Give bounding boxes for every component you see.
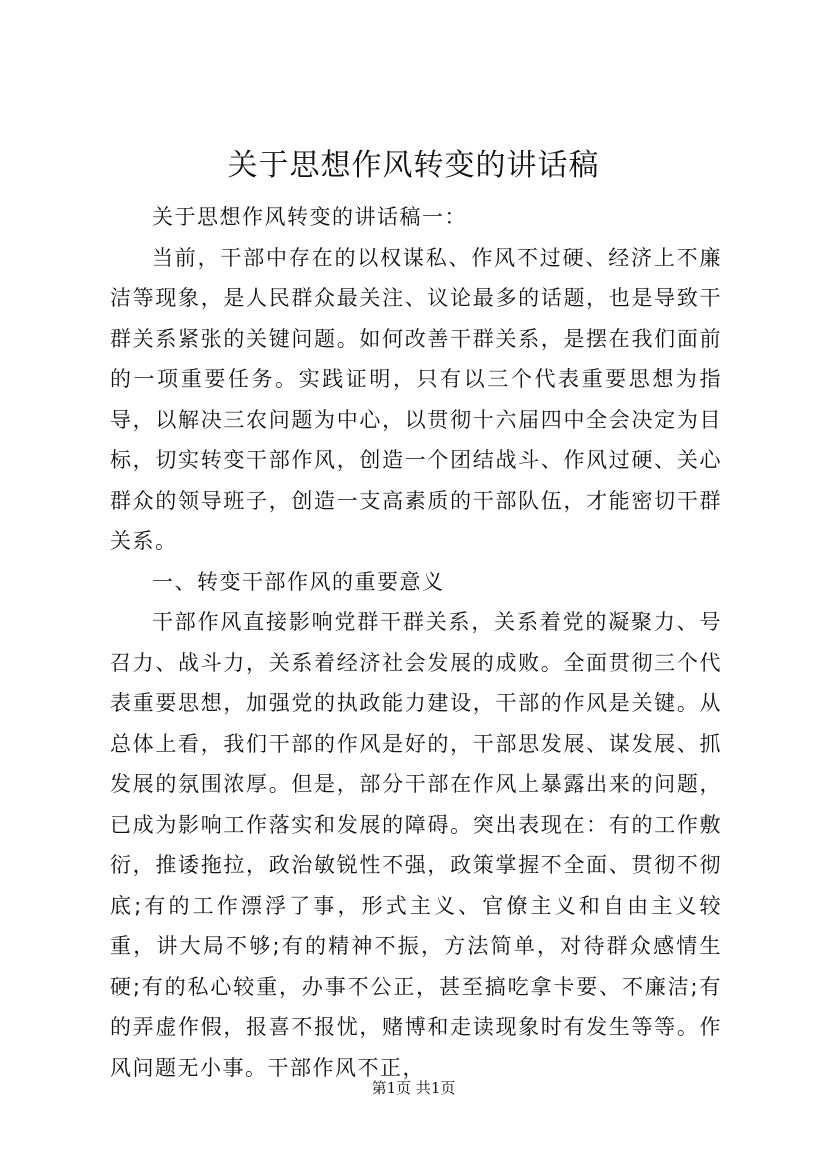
page-footer: 第1页 共1页 [371, 1079, 456, 1097]
paragraph-section-body: 干部作风直接影响党群干群关系，关系着党的凝聚力、号召力、战斗力，关系着经济社会发展的成败。全面贯彻三个代表重要思想，加强党的执政能力建设，干部的作风是关键。从总体上看，我们干部的作风是好的，干部思发展、谋发展、抓发展的氛围浓厚。但是，部分干部在作风上暴露出来的问题，已成为影响工作落实和发展的障碍。突出表现在：有的工作敷衍，推诿拖拉，政治敏锐性不强，政策掌握不全面、贯彻不彻底;有的工作漂浮了事，形式主义、官僚主义和自由主义较重，讲大局不够;有的精神不振，方法简单，对待群众感情生硬;有的私心较重，办事不公正，甚至搞吃拿卡要、不廉洁;有的弄虚作假，报喜不报忧，赌博和走读现象时有发生等等。作风问题无小事。干部作风不正， [110, 610, 722, 1080]
section-heading: 一、转变干部作风的重要意义 [152, 569, 445, 594]
paragraph-intro: 当前，干部中存在的以权谋私、作风不过硬、经济上不廉洁等现象，是人民群众最关注、议论最多的话题，也是导致干群关系紧张的关键问题。如何改善干群关系，是摆在我们面前的一项重要任务。实践证明，只有以三个代表重要思想为指导，以解决三农问题为中心，以贯彻十六届四中全会决定为目标，切实转变干部作风，创造一个团结战斗、作风过硬、关心群众的领导班子，创造一支高素质的干部队伍，才能密切干群关系。 [110, 245, 722, 553]
document-title: 关于思想作风转变的讲话稿 [227, 148, 600, 183]
document-body [110, 197, 722, 1088]
paragraph-heading-one: 关于思想作风转变的讲话稿一： [152, 205, 467, 229]
